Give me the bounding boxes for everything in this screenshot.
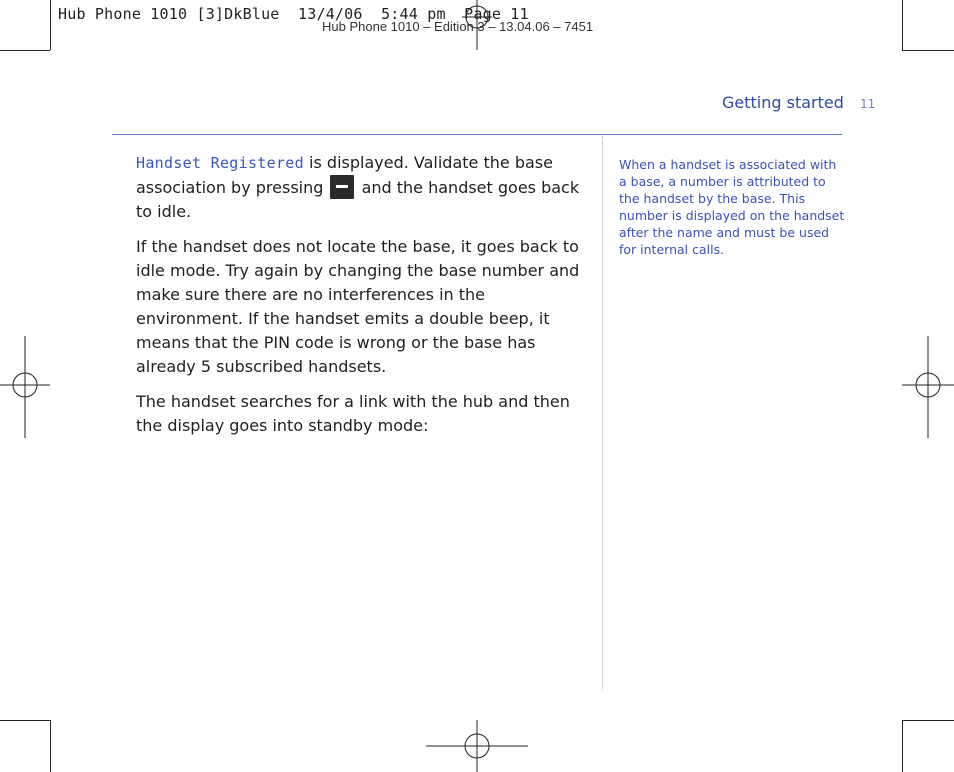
paragraph-registration bbox=[136, 151, 596, 224]
sidebar-note: When a handset is associated with a base, a number is attributed to the handset by the base. This number is displayed on the handset after the name and must be used for internal calls. bbox=[619, 157, 845, 257]
lcd-display-text: Handset Registered bbox=[136, 154, 304, 172]
page-number: 11 bbox=[860, 97, 876, 111]
header-rule bbox=[112, 134, 842, 135]
main-column bbox=[136, 151, 596, 449]
minus-key-icon bbox=[330, 175, 354, 199]
column-divider bbox=[602, 136, 603, 690]
section-title: Getting started bbox=[722, 93, 844, 112]
paragraph-text: and the handset goes back to idle. bbox=[136, 178, 580, 221]
paragraph-standby: The handset searches for a link with the hub and then the display goes into standby mode: bbox=[136, 392, 570, 435]
paragraph-text: is displayed. Validate the base association by pressing bbox=[136, 153, 553, 197]
paragraph-troubleshoot: If the handset does not locate the base, it goes back to idle mode. Try again by changing the base number and make sure there are no interferences in the environment. If the handset emits a double beep, it means that the PIN code is wrong or the base has already 5 subscribed handsets. bbox=[136, 237, 580, 376]
print-slug-edition-line: Hub Phone 1010 – Edition 3 – 13.04.06 – 7451 bbox=[322, 19, 594, 34]
print-slug-job-line: Hub Phone 1010 [3]DkBlue 13/4/06 5:44 pm Page 11 bbox=[58, 5, 529, 23]
